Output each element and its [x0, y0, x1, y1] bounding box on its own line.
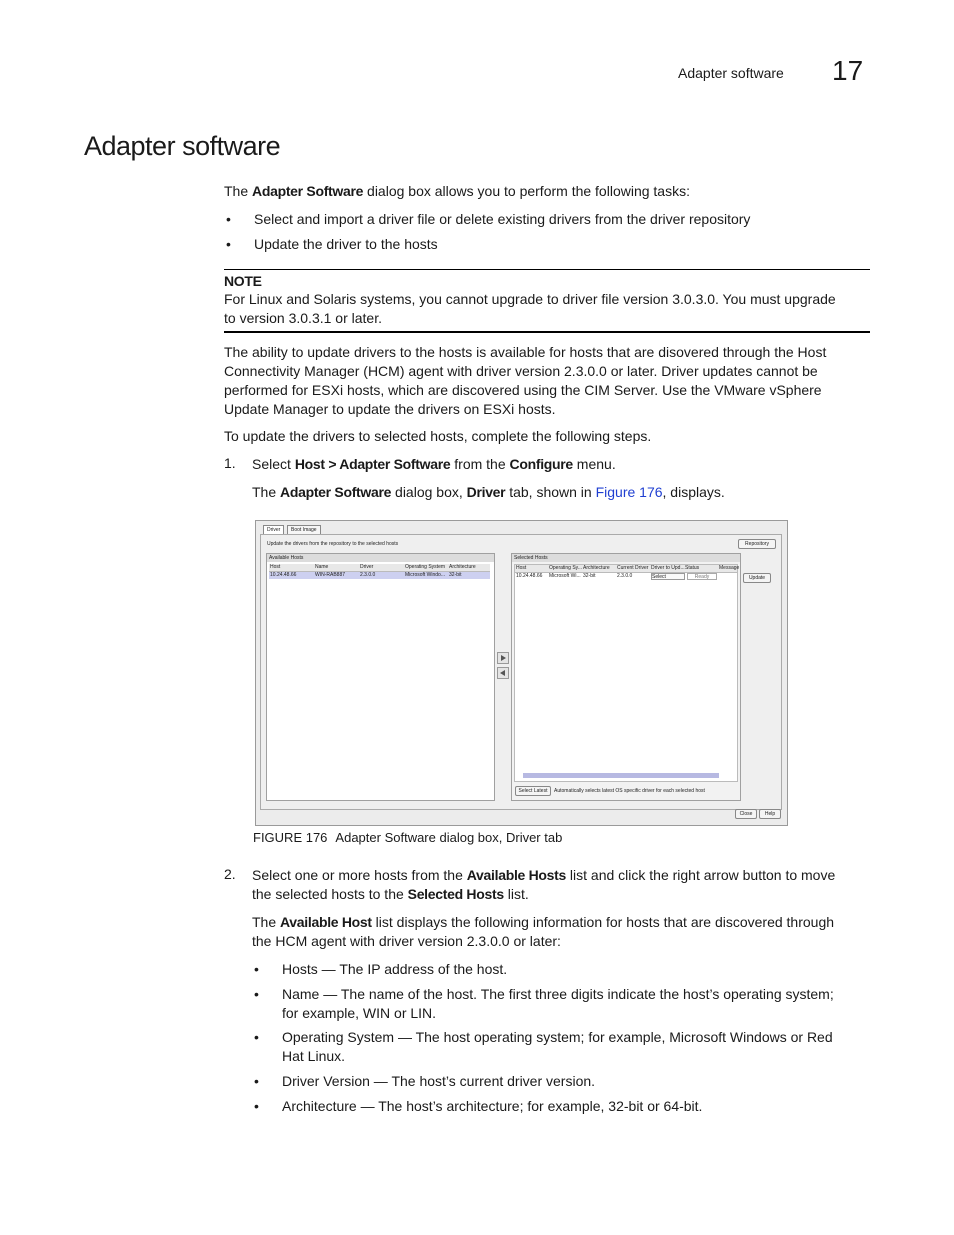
step-1-text — [252, 455, 872, 474]
page-title: Adapter software — [84, 131, 281, 161]
step-2-subtext — [252, 913, 872, 951]
caption-label: FIGURE 176 — [253, 830, 328, 845]
help-button[interactable]: Help — [759, 809, 781, 819]
select-latest-note: Automatically selects latest OS specific driver for each selected host — [554, 788, 705, 794]
bullet-icon: • — [254, 1073, 259, 1089]
step-text: dialog box, — [391, 484, 467, 500]
column-header[interactable]: Host — [270, 564, 281, 570]
cell-current-driver: 2.3.0.0 — [617, 573, 633, 579]
step-text: list displays the following information for hosts that are discovered through — [371, 914, 835, 930]
tab-name: Driver — [466, 484, 506, 500]
cell-host: 10.24.48.66 — [516, 573, 543, 579]
repository-button[interactable]: Repository — [738, 539, 776, 549]
selected-hosts-header — [515, 565, 740, 573]
step-text: list and click the right arrow button to move — [566, 867, 836, 883]
driver-select-dropdown[interactable]: Select — [651, 573, 685, 580]
bullet-icon: • — [254, 986, 259, 1002]
column-header[interactable]: Architecture — [449, 564, 476, 570]
table-row[interactable] — [269, 572, 490, 579]
cell-arch: 32-bit — [449, 572, 462, 578]
cell-name: WIN-RAB887 — [315, 572, 346, 578]
field-text: Operating System — The host operating system; for example, Microsoft Windows or Red — [282, 1029, 833, 1045]
column-header[interactable]: Operating System — [405, 564, 446, 570]
field-text: Architecture — The host’s architecture; for example, 32-bit or 64-bit. — [282, 1098, 703, 1114]
step-1-number: 1. — [224, 455, 236, 471]
column-header[interactable]: Operating Sy... — [549, 565, 582, 571]
note-rule-top — [224, 269, 870, 270]
cell-os: Microsoft Windo... — [405, 572, 446, 578]
arrow-right-icon — [498, 653, 508, 663]
column-header[interactable]: Status — [685, 565, 700, 571]
column-header[interactable]: Host — [516, 565, 527, 571]
cell-host: 10.24.48.66 — [270, 572, 297, 578]
note-label — [224, 272, 870, 291]
selected-hosts-panel — [511, 553, 741, 801]
menu-name: Configure — [509, 456, 573, 472]
paragraph-line: The ability to update drivers to the hosts is available for hosts that are disovered through the Host — [224, 344, 827, 360]
step-text: Select — [252, 456, 295, 472]
note-line: For Linux and Solaris systems, you cannot upgrade to driver file version 3.0.3.0. You must upgrade — [224, 291, 836, 307]
intro-text: The — [224, 183, 253, 199]
list-name: Available Hosts — [466, 867, 567, 883]
figure-caption — [253, 830, 562, 845]
step-text: The — [252, 914, 281, 930]
step-text: Select one or more hosts from the — [252, 867, 467, 883]
move-left-button[interactable] — [497, 667, 509, 679]
cell-arch: 32-bit — [583, 573, 596, 579]
cell-status: Ready — [687, 573, 717, 580]
horizontal-scrollbar[interactable] — [523, 773, 719, 778]
field-text: Name — The name of the host. The first three digits indicate the host’s operating system; — [282, 986, 834, 1002]
bullet-icon: • — [254, 1098, 259, 1114]
available-hosts-panel — [266, 553, 495, 801]
intro-bold: Adapter Software — [252, 183, 364, 199]
tab-boot-image[interactable]: Boot Image — [287, 525, 321, 535]
step-1-subtext — [252, 483, 872, 502]
steps-intro: To update the drivers to selected hosts, complete the following steps. — [224, 428, 652, 444]
bullet-icon: • — [254, 1029, 259, 1045]
selected-hosts-title: Selected Hosts — [512, 554, 740, 562]
column-header[interactable]: Message — [719, 565, 740, 571]
caption-text: Adapter Software dialog box, Driver tab — [335, 830, 563, 845]
task-text: Update the driver to the hosts — [254, 236, 438, 252]
close-button[interactable]: Close — [735, 809, 757, 819]
step-2-number: 2. — [224, 866, 236, 882]
instruction-text: Update the drivers from the repository to the selected hosts — [267, 541, 399, 547]
select-latest-button[interactable]: Select Latest — [515, 786, 551, 796]
field-text: Hosts — The IP address of the host. — [282, 961, 508, 977]
paragraph-line: Connectivity Manager (HCM) agent with driver version 2.3.0.0 or later. Driver updates cannot be — [224, 363, 818, 379]
move-right-button[interactable] — [497, 652, 509, 664]
list-name: Available Host — [280, 914, 372, 930]
tab-driver[interactable]: Driver — [263, 525, 284, 535]
field-text: Hat Linux. — [282, 1048, 346, 1064]
cell-driver: 2.3.0.0 — [360, 572, 376, 578]
field-text: for example, WIN or LIN. — [282, 1005, 437, 1021]
column-header[interactable]: Driver — [360, 564, 374, 570]
column-header[interactable]: Architecture — [583, 565, 610, 571]
arrow-left-icon — [498, 668, 508, 678]
note-text — [224, 290, 870, 328]
ability-paragraph — [224, 343, 870, 419]
bullet-icon: • — [254, 961, 259, 977]
figure-link[interactable]: Figure 176 — [595, 484, 663, 500]
chapter-number: 17 — [832, 55, 864, 86]
intro-text-end: dialog box allows you to perform the following tasks: — [363, 183, 690, 199]
bullet-icon: • — [226, 236, 231, 252]
running-header-section: Adapter software — [678, 65, 784, 81]
column-header[interactable]: Driver to Upd... — [651, 565, 685, 571]
available-hosts-header — [269, 564, 490, 572]
note-line: to version 3.0.3.1 or later. — [224, 310, 382, 326]
adapter-software-dialog-screenshot — [255, 520, 788, 826]
task-text: Select and import a driver file or delete existing drivers from the driver repository — [254, 211, 751, 227]
update-button[interactable]: Update — [743, 573, 771, 583]
step-text: The — [252, 484, 281, 500]
cell-os: Microsoft Wi... — [549, 573, 581, 579]
step-text: , displays. — [662, 484, 725, 500]
step-text: the HCM agent with driver version 2.3.0.0 or later: — [252, 933, 561, 949]
note-rule-bottom — [224, 331, 870, 333]
step-text: menu. — [572, 456, 616, 472]
available-hosts-title: Available Hosts — [267, 554, 494, 562]
note-label-text: NOTE — [224, 273, 262, 289]
column-header[interactable]: Name — [315, 564, 329, 570]
step-2-text — [252, 866, 872, 904]
table-row[interactable] — [515, 573, 737, 580]
selected-hosts-table — [514, 564, 738, 782]
field-text: Driver Version — The host’s current driver version. — [282, 1073, 596, 1089]
step-text: from the — [450, 456, 510, 472]
step-text: the selected hosts to the — [252, 886, 408, 902]
paragraph-line: Update Manager to update the drivers on ESXi hosts. — [224, 401, 556, 417]
menu-path: Host > Adapter Software — [294, 456, 451, 472]
step-text: tab, shown in — [505, 484, 596, 500]
paragraph-line: performed for ESXi hosts, which are discovered using the CIM Server. Use the VMware vSphere — [224, 382, 822, 398]
list-name: Selected Hosts — [407, 886, 504, 902]
step-text: list. — [503, 886, 529, 902]
intro-paragraph — [224, 182, 870, 201]
bullet-icon: • — [226, 211, 231, 227]
column-header[interactable]: Current Driver — [617, 565, 649, 571]
dialog-name: Adapter Software — [280, 484, 392, 500]
